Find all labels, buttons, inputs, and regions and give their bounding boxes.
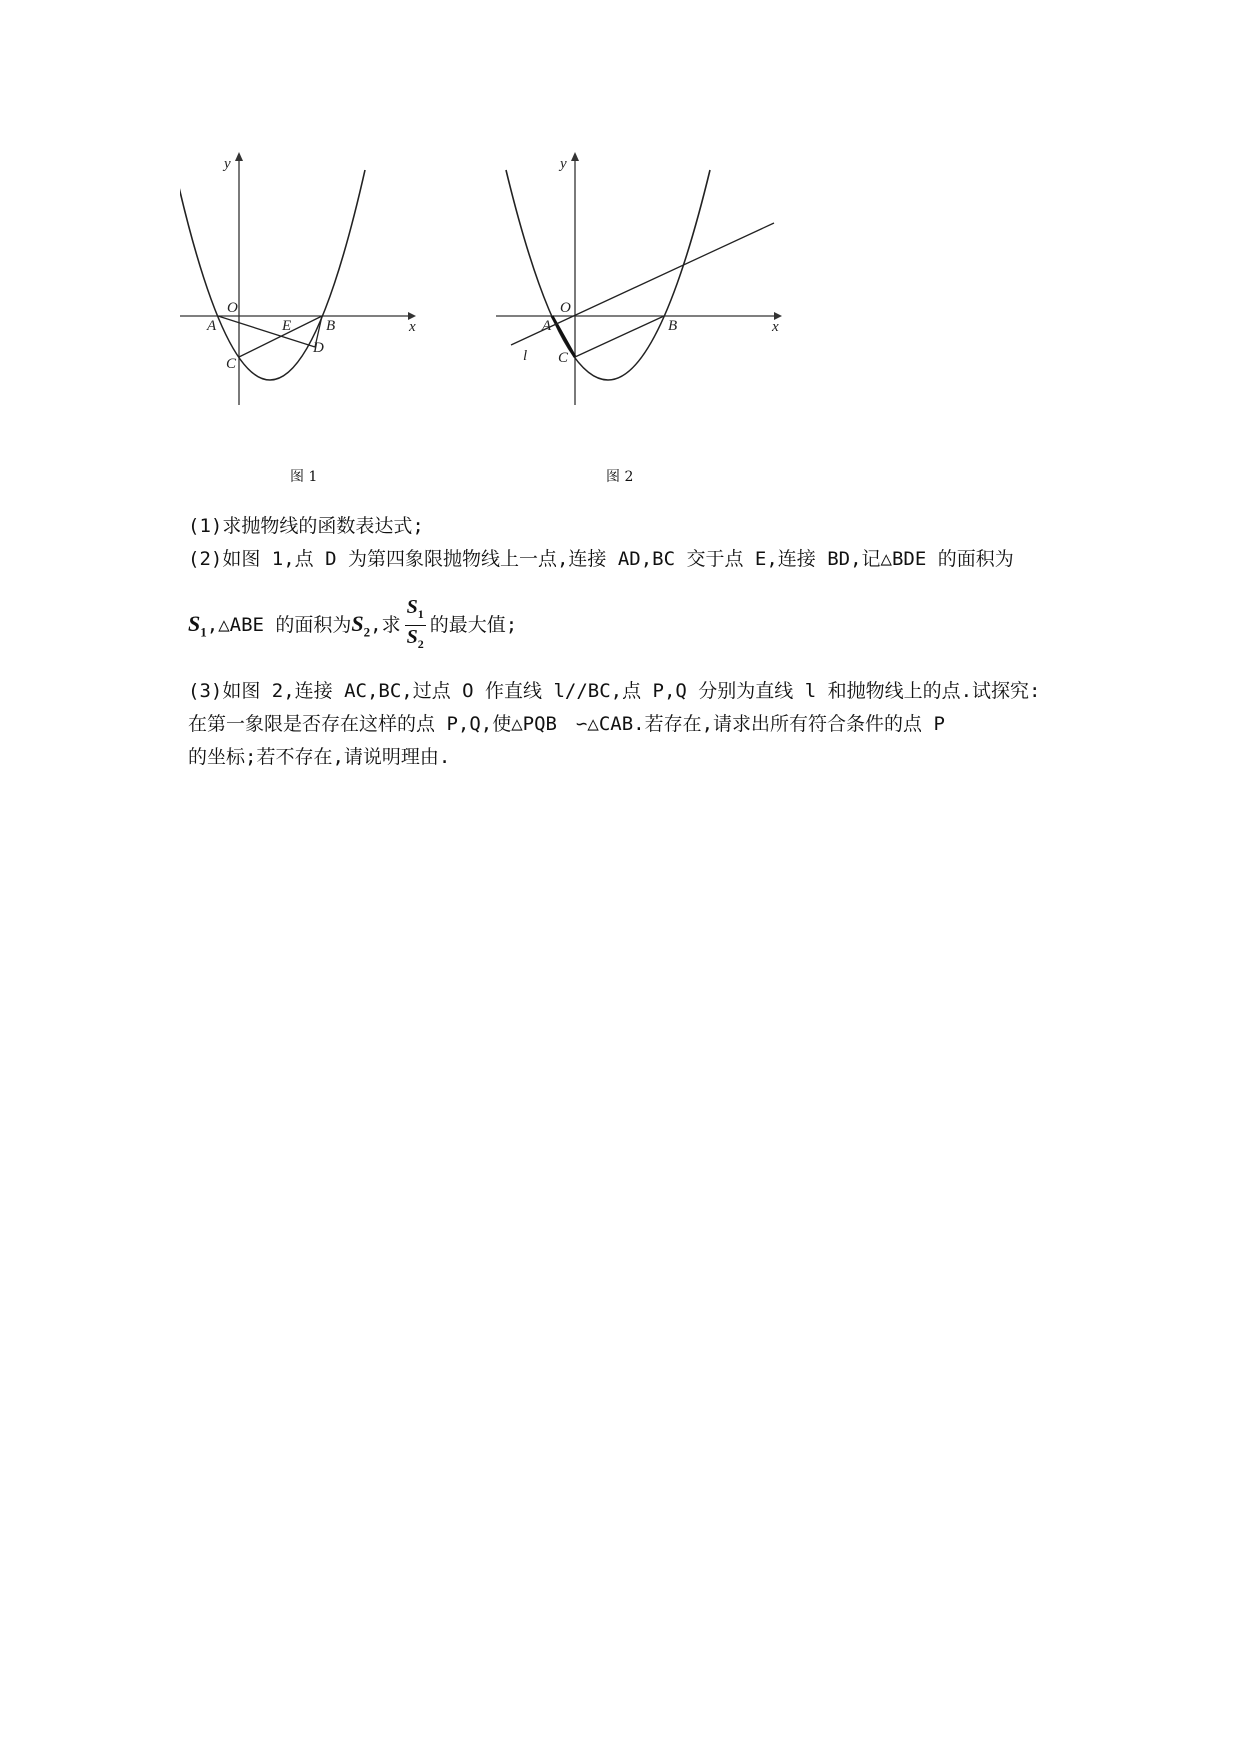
question-3-line-2: 在第一象限是否存在这样的点 P,Q,使△PQB ∽△CAB.若存在,请求出所有符合条件的点 P: [188, 713, 945, 735]
q2-mid-text: ,△ABE 的面积为: [206, 614, 352, 636]
label-l: l: [523, 348, 528, 364]
label-y: y: [224, 156, 231, 172]
s1-symbol: $S_1$: [188, 611, 207, 640]
figure-2-graph: [496, 150, 786, 420]
y-axis-arrow: [235, 152, 243, 161]
label-A: A: [542, 318, 552, 334]
question-2-line-2: [188, 596, 517, 657]
label-O: O: [227, 300, 238, 316]
figure-1-graph: [180, 150, 420, 420]
label-E: E: [282, 318, 292, 334]
q2-end-text: 的最大值;: [429, 614, 518, 636]
label-y: y: [560, 156, 567, 172]
label-x: x: [409, 319, 416, 335]
q2-ask-text: ,求: [370, 614, 401, 636]
segment-AD: [218, 316, 315, 347]
figure-1: [180, 150, 420, 420]
question-3-line-1: (3)如图 2,连接 AC,BC,过点 O 作直线 l//BC,点 P,Q 分别为直线 l 和抛物线上的点.试探究:: [188, 680, 1041, 702]
label-B: B: [326, 318, 336, 334]
parabola: [506, 170, 710, 380]
figure-1-caption: 图 1: [290, 469, 318, 485]
s1-over-s2-fraction: $\frac{S_1}{S_2}$: [406, 596, 424, 651]
segment-BC: [575, 316, 664, 357]
label-O: O: [560, 300, 571, 316]
segment-BC: [239, 316, 322, 357]
figure-2-caption: 图 2: [606, 469, 634, 485]
question-3-line-3: 的坐标;若不存在,请说明理由.: [188, 746, 451, 768]
y-axis-arrow: [571, 152, 579, 161]
question-1: (1)求抛物线的函数表达式;: [188, 515, 424, 537]
label-B: B: [668, 318, 678, 334]
s2-symbol: $S_2$: [351, 611, 371, 640]
label-C: C: [226, 356, 237, 372]
label-C: C: [558, 350, 569, 366]
label-x: x: [772, 319, 779, 335]
label-D: D: [313, 340, 324, 356]
question-2-line-1: (2)如图 1,点 D 为第四象限抛物线上一点,连接 AD,BC 交于点 E,连接 BD,记△BDE 的面积为: [188, 548, 1014, 570]
parabola: [180, 170, 365, 380]
label-A: A: [207, 318, 217, 334]
figure-2: [496, 150, 786, 420]
